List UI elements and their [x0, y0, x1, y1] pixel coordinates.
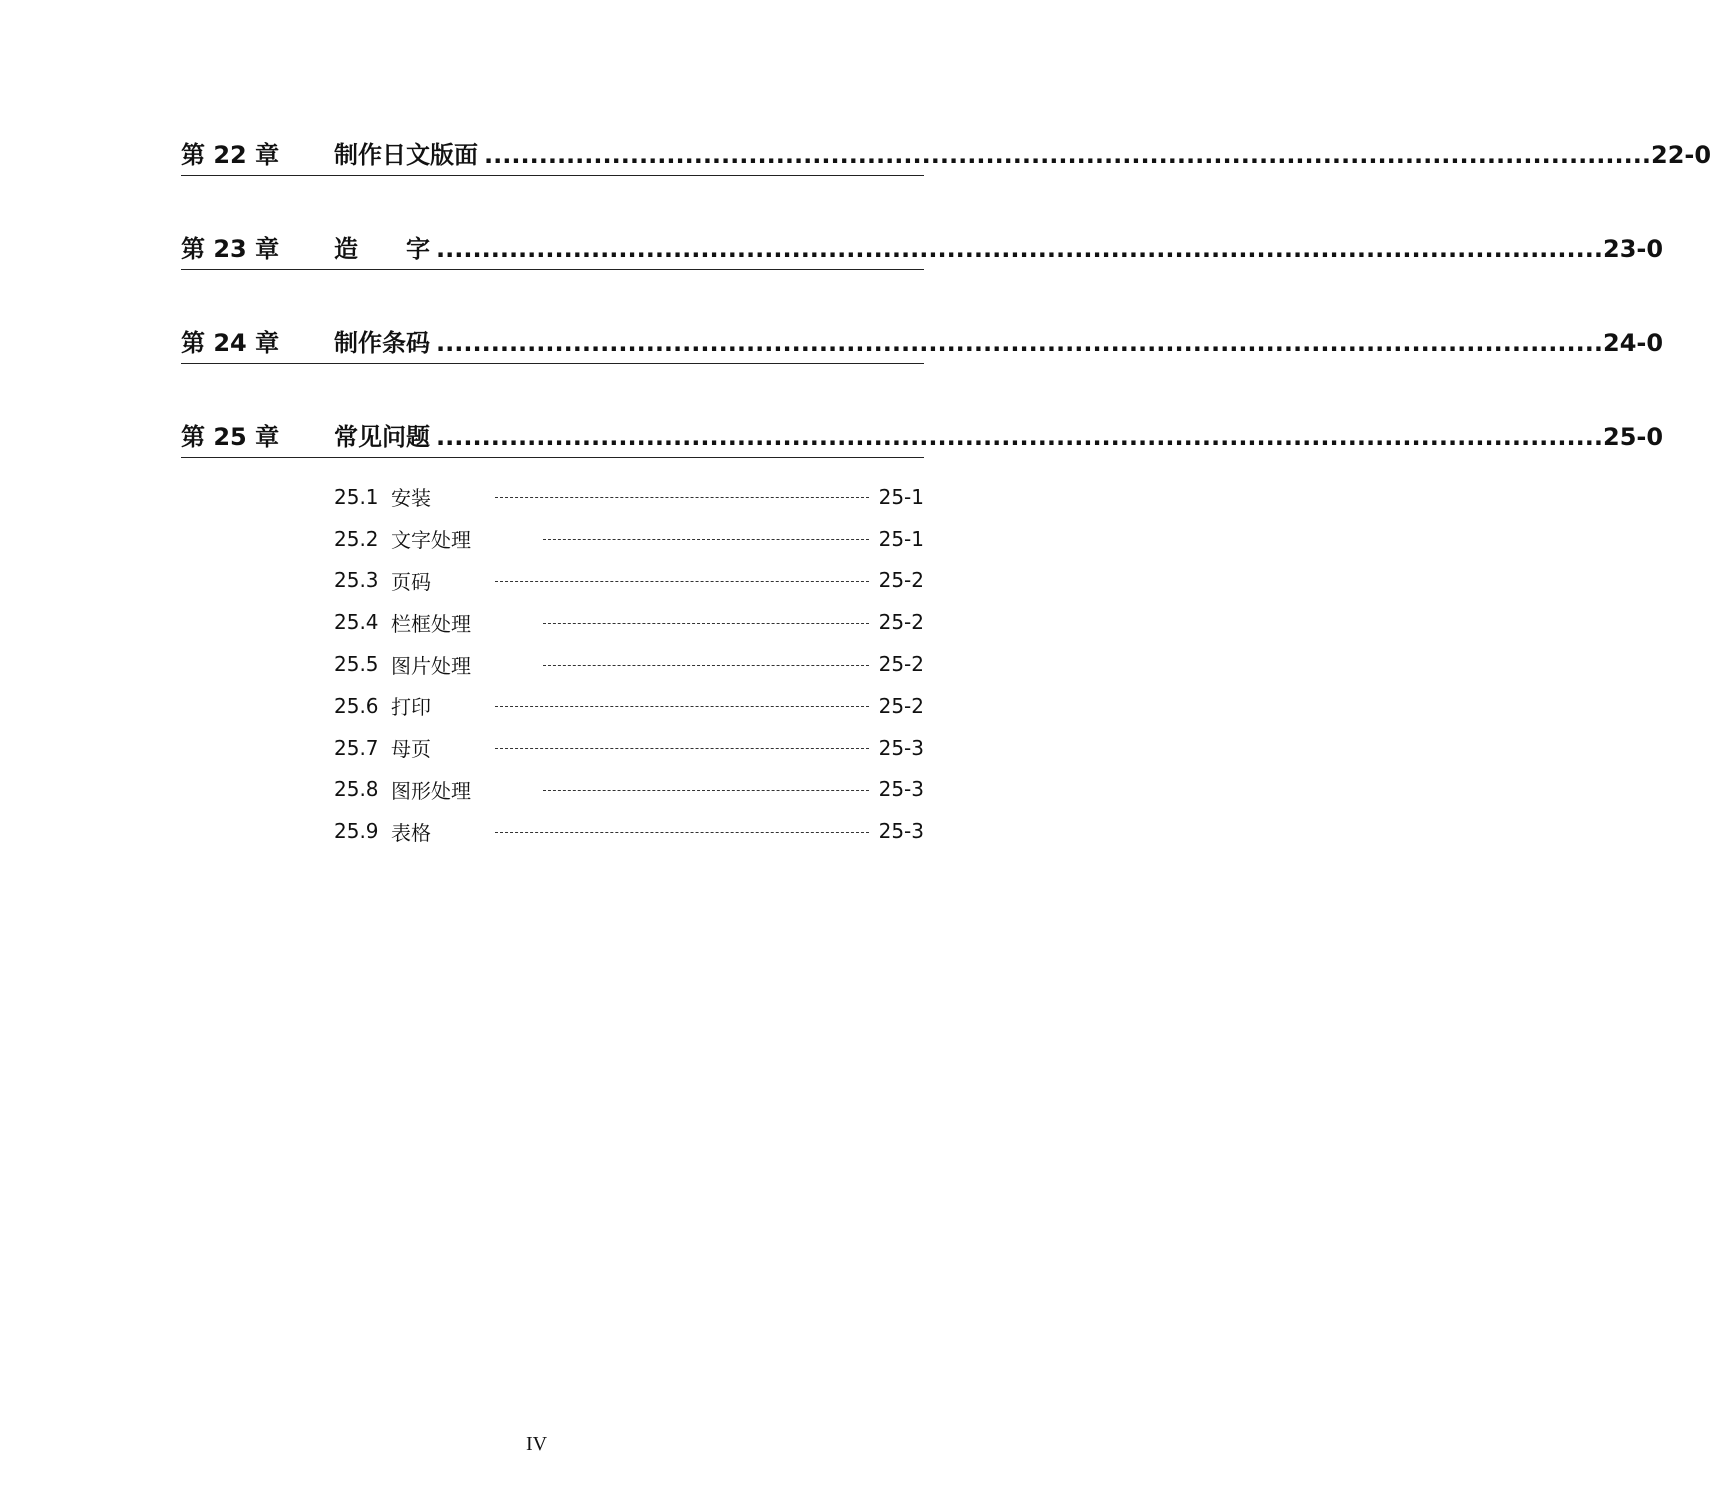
chapter-title: 常见问题: [334, 423, 430, 451]
dash-leader: [495, 706, 869, 707]
section-title: 图片处理: [391, 653, 471, 678]
chapter-page: 24-0: [1603, 329, 1664, 357]
section-page: 25-1: [878, 526, 924, 551]
section-page: 25-2: [878, 693, 924, 718]
section-title: 打印: [391, 695, 431, 720]
section-number: 25.5: [334, 652, 379, 677]
chapter-page: 22-0: [1651, 141, 1711, 169]
section-entry[interactable]: [334, 518, 924, 560]
chapter-25-entry[interactable]: [181, 421, 1664, 458]
dot-leader: ................................................................................................................................: [436, 423, 1603, 451]
chapter-title: 制作日文版面: [334, 141, 478, 169]
section-number: 25.3: [334, 568, 379, 593]
section-page: 25-1: [878, 484, 924, 509]
section-title: 栏框处理: [391, 611, 471, 636]
section-title: 表格: [391, 820, 431, 845]
dot-leader: ................................................................................................................................: [436, 235, 1603, 263]
section-page: 25-3: [878, 777, 924, 802]
dash-leader: [543, 665, 869, 666]
section-entry[interactable]: [334, 727, 924, 769]
section-number: 25.1: [334, 484, 379, 509]
section-page: 25-2: [878, 610, 924, 635]
chapter-number: 第 22 章: [181, 141, 280, 169]
chapter-24-entry[interactable]: [181, 327, 1664, 364]
section-entry[interactable]: [334, 769, 924, 811]
chapter-22-entry[interactable]: [181, 139, 1711, 176]
section-title: 图形处理: [391, 778, 471, 803]
dot-leader: ................................................................................................................................: [436, 329, 1603, 357]
chapter-page: 25-0: [1603, 423, 1664, 451]
section-title: 安装: [391, 486, 431, 511]
chapter-number: 第 23 章: [181, 235, 280, 263]
section-entry[interactable]: [334, 601, 924, 643]
chapter-title: 造 字: [334, 235, 430, 263]
chapter-23-entry[interactable]: [181, 233, 1664, 270]
section-page: 25-2: [878, 568, 924, 593]
dash-leader: [495, 748, 869, 749]
section-entry[interactable]: [334, 810, 924, 852]
dot-leader: ................................................................................................................................: [484, 141, 1651, 169]
section-number: 25.8: [334, 777, 379, 802]
dash-leader: [543, 790, 869, 791]
section-number: 25.2: [334, 526, 379, 551]
section-title: 文字处理: [391, 528, 471, 553]
chapter-number: 第 25 章: [181, 423, 280, 451]
dash-leader: [543, 539, 869, 540]
section-number: 25.7: [334, 735, 379, 760]
dash-leader: [495, 832, 869, 833]
section-number: 25.9: [334, 819, 379, 844]
chapter-number: 第 24 章: [181, 329, 280, 357]
section-number: 25.6: [334, 693, 379, 718]
chapter-page: 23-0: [1603, 235, 1664, 263]
section-page: 25-3: [878, 735, 924, 760]
section-list: [334, 476, 924, 852]
chapter-title: 制作条码: [334, 329, 430, 357]
section-title: 页码: [391, 569, 431, 594]
dash-leader: [543, 623, 869, 624]
section-number: 25.4: [334, 610, 379, 635]
section-entry[interactable]: [334, 643, 924, 685]
section-page: 25-2: [878, 652, 924, 677]
dash-leader: [495, 581, 869, 582]
page-number-footer: IV: [525, 1433, 548, 1455]
section-page: 25-3: [878, 819, 924, 844]
section-entry[interactable]: [334, 560, 924, 602]
dash-leader: [495, 497, 869, 498]
section-entry[interactable]: [334, 476, 924, 518]
section-title: 母页: [391, 737, 431, 762]
section-entry[interactable]: [334, 685, 924, 727]
